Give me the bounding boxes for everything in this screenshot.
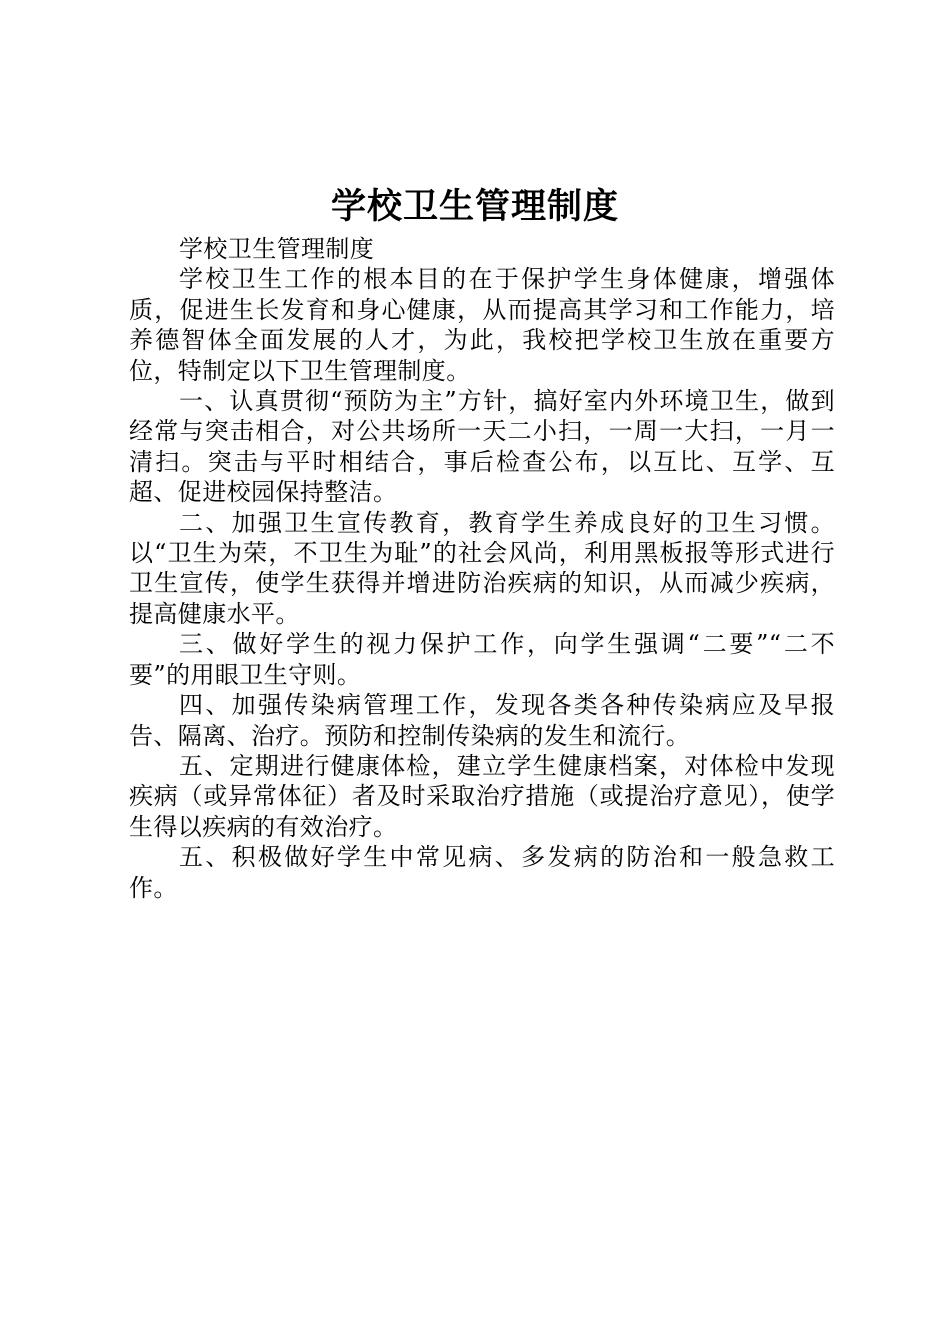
paragraph-item-5: 五、定期进行健康体检，建立学生健康档案，对体检中发现疾病（或异常体征）者及时采取治疗措施（或提治疗意见），使学生得以疾病的有效治疗。: [129, 751, 835, 841]
paragraph-item-4: 四、加强传染病管理工作，发现各类各种传染病应及早报告、隔离、治疗。预防和控制传染病的发生和流行。: [129, 691, 835, 750]
paragraph-item-6: 五、积极做好学生中常见病、多发病的防治和一般急救工作。: [129, 843, 835, 902]
paragraph-item-3: 三、做好学生的视力保护工作，向学生强调“二要”“二不要”的用眼卫生守则。: [129, 630, 835, 689]
paragraph-item-2: 二、加强卫生宣传教育，教育学生养成良好的卫生习惯。以“卫生为荣，不卫生为耻”的社会风尚，利用黑板报等形式进行卫生宣传，使学生获得并增进防治疾病的知识，从而减少疾病，提高健康水平。: [129, 508, 835, 628]
paragraph-item-1: 一、认真贯彻“预防为主”方针，搞好室内外环境卫生，做到经常与突击相合，对公共场所一天二小扫，一周一大扫，一月一清扫。突击与平时相结合，事后检查公布，以互比、互学、互超、促进校园保持整洁。: [129, 387, 835, 507]
document-title: 学校卫生管理制度: [330, 187, 619, 227]
paragraph-subtitle: 学校卫生管理制度: [179, 235, 375, 263]
document-body: [129, 234, 835, 903]
paragraph-intro: 学校卫生工作的根本目的在于保护学生身体健康，增强体质，促进生长发育和身心健康，从而提高其学习和工作能力，培养德智体全面发展的人才，为此，我校把学校卫生放在重要方位，特制定以下卫生管理制度。: [129, 265, 835, 385]
